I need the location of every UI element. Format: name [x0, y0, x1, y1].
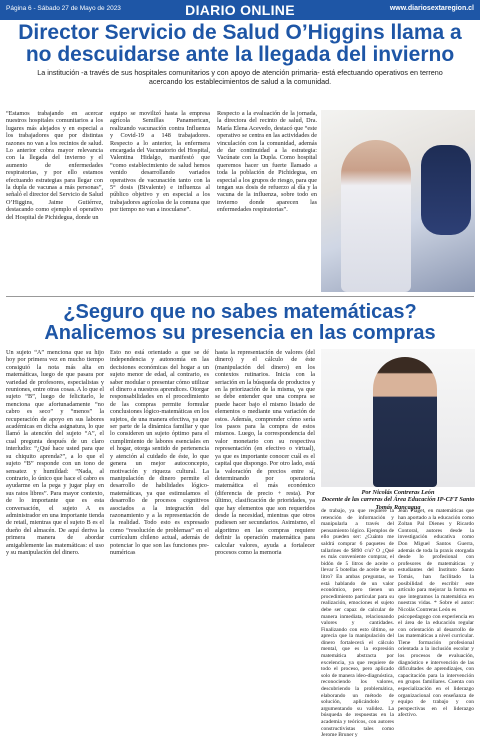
caption-name: Por Nicolás Contreras León [361, 489, 435, 496]
page-info: Página 6 - Sábado 27 de Mayo de 2023 [6, 5, 121, 12]
vaccination-photo [321, 110, 475, 292]
author-photo [321, 349, 475, 487]
nurse-figure [341, 140, 411, 292]
article1-column-1 [6, 110, 103, 221]
caption-role: Docente de las carreras del Área Educación IP-CFT Santo Tomás Rancagua [321, 496, 475, 511]
newspaper-brand: DIARIO ONLINE [185, 2, 295, 18]
article1-lead: La institución -a través de sus hospitales comunitarios y con apoyo de atención primaria- está efectuando operativos en terreno acercando los establecimientos de salud a la comunidad. [37, 68, 443, 86]
article2-col3-text: hasta la representación de valores (del dinero) y el cálculo de éste (manipulación del dinero) en los contextos rutinarios. Inicia con la seriación en la búsqueda de productos y en la priorización de la misma, ya que se debe entender que una compra se puede hacer bajo el mismo listado de elementos o mediante una variación de estos. Además, comprender cómo sería los pasos para la compra de estos mismos. Luego, la correspondencia del valor monetario con su respectiva representación (en efectivo o virtual), ya que es importante conocer cuál es el capital que dispongo. Por otro lado, está la valoración de precios entre sí, determinando por operatoria matemática el más económico (diferencia de precio + resta). Por último, clasificación de prioridades, ya que hay elementos que son requeridos desde la necesidad, mientras que otros pudiesen ser secundarios. Asimismo, el algoritmo en las compras requiere definir la operación matemática para calcular valores, ayuda a fortalecer procesos como la memoria [215, 349, 315, 556]
author-figure [373, 357, 437, 487]
article1-col2-text: equipo se movilizó hasta la empresa agrícola Semillas Panamerican, realizando vacunación contra Influenza y Covid-19 a 148 trabajadores. Respecto a lo anterior, la enfermera encargada del Vacunatorio del Hospital, Valentina Hidalgo, manifestó que “como establecimiento de salud hemos venido desarrollando variados operativos de vacunación tanto con la 5° dosis (Bivalente) e influenza al público objetivo y en especial a los trabajadores agrícolas de la comuna que por tiempo no van a inocularse”. [110, 110, 210, 214]
article1-title: Director Servicio de Salud O’Higgins llama a no descuidarse ante la llegada del invierno [18, 21, 462, 66]
article1-col1-text: “Estamos trabajando en acercar nuestros hospitales comunitarios a los lugares más alejados y en especial a los trabajadores que por distintas razones no van a los recintos de salud. Lo anterior cobra mayor relevancia con la llegada del invierno y el aumento de enfermedades respiratorias, y por ello estamos efectuando estrategias para llegar con la dupla de vacunas a más personas”, señaló el director del Servicio de Salud O’Higgins, Jaime Gutiérrez, destacando como ejemplo el operativo del Hospital de Pichidegua, donde un [6, 110, 103, 221]
article2-column-4 [321, 508, 394, 739]
article2-column-3 [215, 349, 315, 556]
page-header [0, 0, 480, 20]
article1-col3-text: Respecto a la evaluación de la jornada, la directora del recinto de salud, Dra. María Elena Acevedo, destacó que “este operativo se centra en las actividades de vinculación con la comunidad, además de dar continuidad a la estrategia: Vacúnate con la Dupla. Como hospital queremos hacer un fuerte llamado a toda la población de Pichidegua, en especial a los grupos de riesgo, para que tengan sus dosis de refuerzo al día y la vacuna de la influenza, sobre todo en invierno donde aparecen las enfermedades respiratorias”. [217, 110, 317, 214]
article2-column-2 [110, 349, 209, 556]
article2-column-1 [6, 349, 104, 556]
article2-col4-text: de trabajo, ya que requiere la retención de información y manipularla a través del pensamiento lógico. Ejemplos de ello pueden ser: ¿Cuánto me saldrá comprar 6 paquetes de tallarines de $890 c/u? O ¿Qué es más conveniente comprar, el bidón de 5 litros de aceite o llevar 5 botellas de aceite de un litro? En ambas preguntas, se está hablando de un valor económico, pero tienen un procedimiento particular para su realización, emociones el sujeto debe ser capaz de calcular de manera inmediata, relacionando valores y cantidades. Finalizando con esto último, se aprecia que la manipulación del dinero fortalecerá el cálculo mental, que es la expresión matemática abstracta por excelencia, ya que requiere de todo el proceso, pero aplicado solo de manera ideo-diagnóstica, reconociendo los valores, descubriendo la problemática, elaborando un método de solución, aplicándolo y argumentando su validez. La búsqueda de respuestas en la academia y teóricos, con autores constructivistas tales como Jerome Bruner y [321, 508, 395, 739]
article2-column-5 [398, 508, 474, 719]
article1-column-3 [217, 110, 317, 214]
article2-col5-text: Jean Piaget, en matemáticas que han aportado a la educación como Zoltan Pal Dienes y Ricardo Contoral, autores desde la investigación educativa como Don Miguel Santos Guerra, además de toda la praxis otorgada desde lo profesional con profesores de matemáticas y estudiantes del Instituto Santo Tomás, han facilitado la posibilidad de escribir este artículo para mejorar la forma en que integramos la matemática en nuestras vidas. * Sobre el autor: Nicolás Contreras León es [398, 508, 474, 613]
article1-column-2 [110, 110, 210, 214]
article2-col6-text: psicopedagogo con experiencia en el área de la educación regular con orientación al desarrollo de las matemáticas a nivel curricular. Tiene formación profesional orientada a la inclusión escolar y los procesos de evaluación, diagnóstico e intervención de las dificultades de aprendizajes, con capacitación para la intervención en grupos familiares. Cuenta con especialización en el liderazgo organizacional con enseñanza de equipo de trabajo y con perspectivas en el liderazgo afectivo. [398, 613, 474, 719]
article2-col2-text: Esto no está orientado a que se dé independencia y autonomía en las decisiones económicas del hogar a un sujeto menor de edad, al contrario, es saber modular o presentar cómo utilizar el dinero a nuestros aprendices. Otorgar responsabilidades en el procedimiento de las compras permite formular conclusiones lógico-matemáticas en los sujetos, de una manera efectiva, ya que ser parte de la dinámica familiar y que lo consideren un sujeto óptimo para el cumplimiento de labores esenciales en el hogar, otorga sentido de pertenencia y atención al cuidado de éste, lo que genera un mejor autoconcepto, motivación y riqueza cultural. La manipulación de dinero permite el desarrollo de habilidades lógico-matemáticas, ya que estimulamos el desarrollo de procesos cognitivos asociados a la integración del razonamiento y a la representación de la realidad. Todo esto es expresado como “resolución de problemas” en el currículum chileno actual, además de potenciar lo que son las funciones pre-numéricas [110, 349, 209, 556]
article-separator [6, 296, 474, 297]
patient-arm [421, 145, 471, 235]
article2-title: ¿Seguro que no sabes matemáticas? Analicemos su presencia en las compras [44, 301, 436, 344]
article2-col1-text: Un sujeto “A” menciona que su hijo hoy por primera vez en mucho tiempo consiguió la nota más alta en matemáticas, luego de que pasara por variedad de profesores, especialistas y reuniones, entre otras cosas. A lo que el sujeto “B”, luego de felicitarlo, le menciona que afortunadamente “no cabro es seco” y “menos” la recuperación de apoyo en sus labores académicas en dicha asignatura, lo que llamó la atención del sujeto “A”, el cual pregunta después de un claro interludio: “¿Qué hace usted para que su chiquito aprenda?”, a lo que el sujeto “B” responde con un tono de sensatez y humildad: “Nada, al contrario, lo único que hace el cabro es ayudarme en la pega y jugar play en sus ratos libres”. Para mayor contexto, de lo importante que es esta conversación, el sujeto A es administrador en una importante tienda de retail, mientras que el sujeto B es el dueño del almacén. De aquí deriva la primera manera de abordar amigablemente las matemáticas: el uso y su manipulación del dinero. [6, 349, 104, 556]
site-url[interactable]: www.diariosextaregion.cl [389, 5, 474, 12]
